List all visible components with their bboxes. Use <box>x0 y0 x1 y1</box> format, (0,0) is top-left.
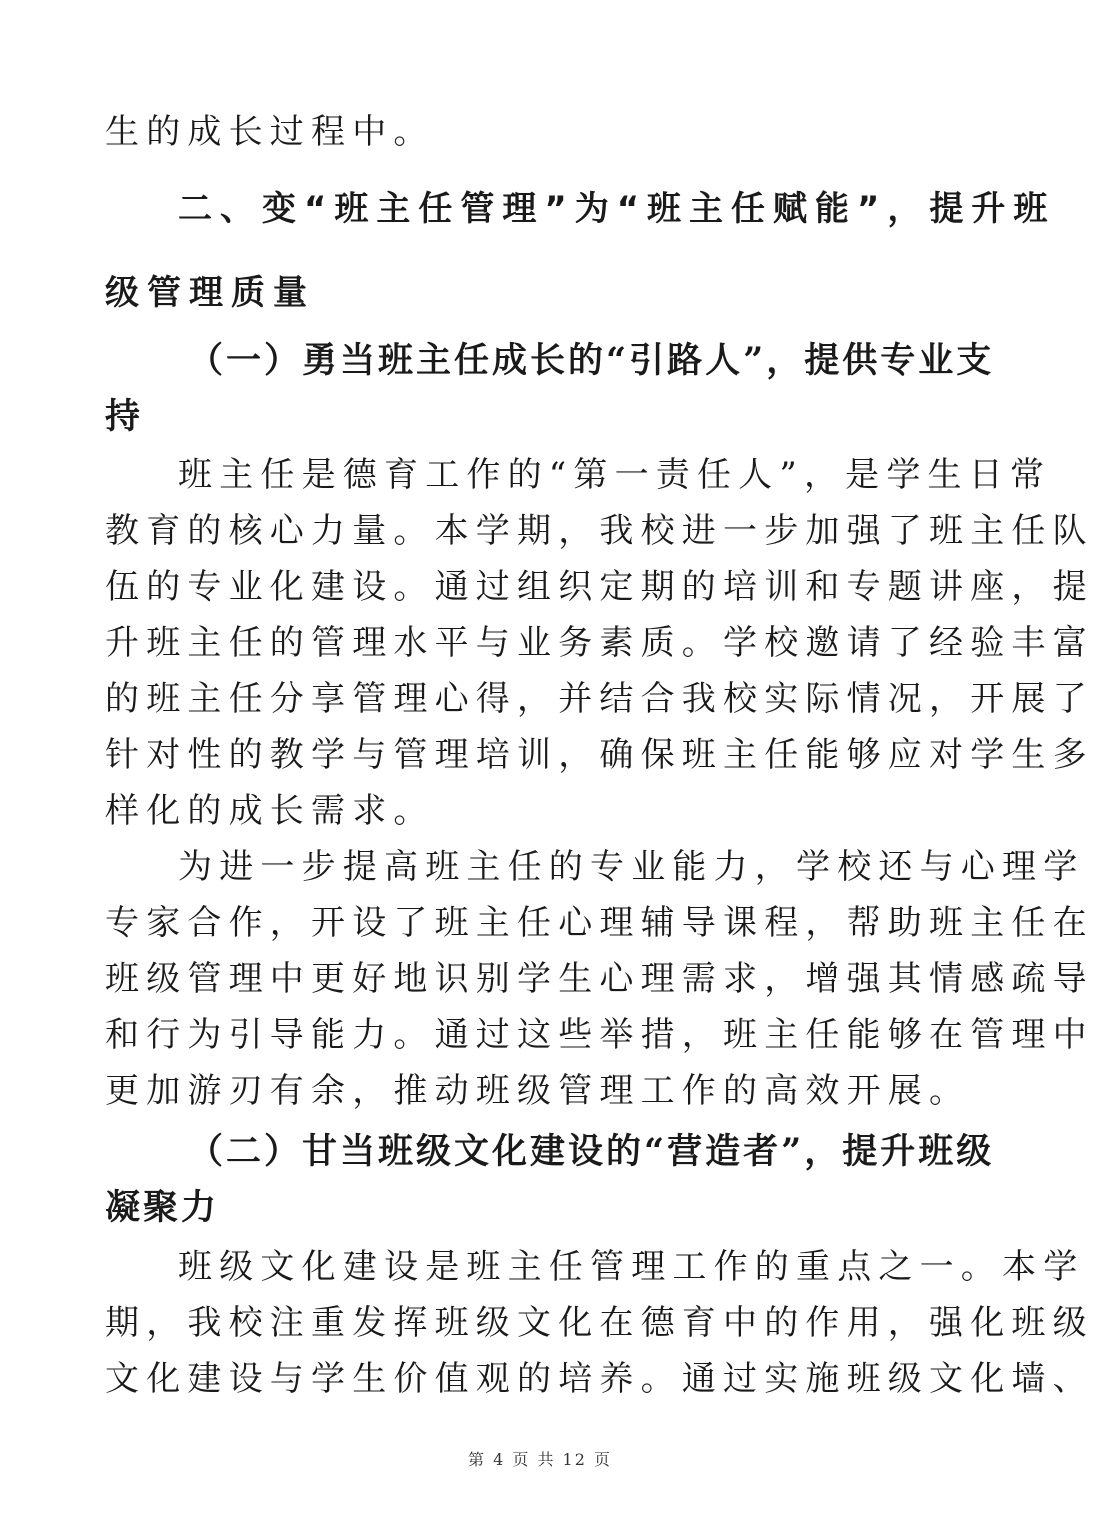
body-line: 为进一步提高班主任的专业能力，学校还与心理学 <box>178 847 1085 887</box>
subsection-heading-line: （一）勇当班主任成长的“引路人”，提供专业支 <box>188 340 995 381</box>
body-line: 班主任是德育工作的“第一责任人”，是学生日常 <box>178 455 1052 495</box>
body-line: 样化的成长需求。 <box>105 791 435 831</box>
page-number-footer: 第 4 页 共 12 页 <box>468 1450 612 1469</box>
body-line: 期，我校注重发挥班级文化在德育中的作用，强化班级 <box>105 1303 1094 1343</box>
subsection-heading-line: 持 <box>105 396 144 437</box>
body-line: 班级管理中更好地识别学生心理需求，增强其情感疏导 <box>105 959 1094 999</box>
section-heading-line: 二、变“班主任管理”为“班主任赋能”，提升班 <box>178 189 1056 229</box>
body-line: 班级文化建设是班主任管理工作的重点之一。本学 <box>178 1247 1085 1287</box>
body-line: 文化建设与学生价值观的培养。通过实施班级文化墙、 <box>105 1359 1094 1399</box>
subsection-heading-line: 凝聚力 <box>105 1187 220 1228</box>
body-line: 针对性的教学与管理培训，确保班主任能够应对学生多 <box>105 735 1094 775</box>
section-heading-line: 级管理质量 <box>105 273 315 313</box>
body-line: 和行为引导能力。通过这些举措，班主任能够在管理中 <box>105 1015 1094 1055</box>
body-line: 更加游刃有余，推动班级管理工作的高效开展。 <box>105 1071 971 1111</box>
body-line: 升班主任的管理水平与业务素质。学校邀请了经验丰富 <box>105 623 1094 663</box>
body-line: 专家合作，开设了班主任心理辅导课程，帮助班主任在 <box>105 903 1094 943</box>
subsection-heading-line: （二）甘当班级文化建设的“营造者”，提升班级 <box>188 1131 995 1172</box>
body-line: 的班主任分享管理心得，并结合我校实际情况，开展了 <box>105 679 1094 719</box>
body-line: 生的成长过程中。 <box>105 112 435 152</box>
body-line: 教育的核心力量。本学期，我校进一步加强了班主任队 <box>105 511 1094 551</box>
body-line: 伍的专业化建设。通过组织定期的培训和专题讲座，提 <box>105 567 1094 607</box>
